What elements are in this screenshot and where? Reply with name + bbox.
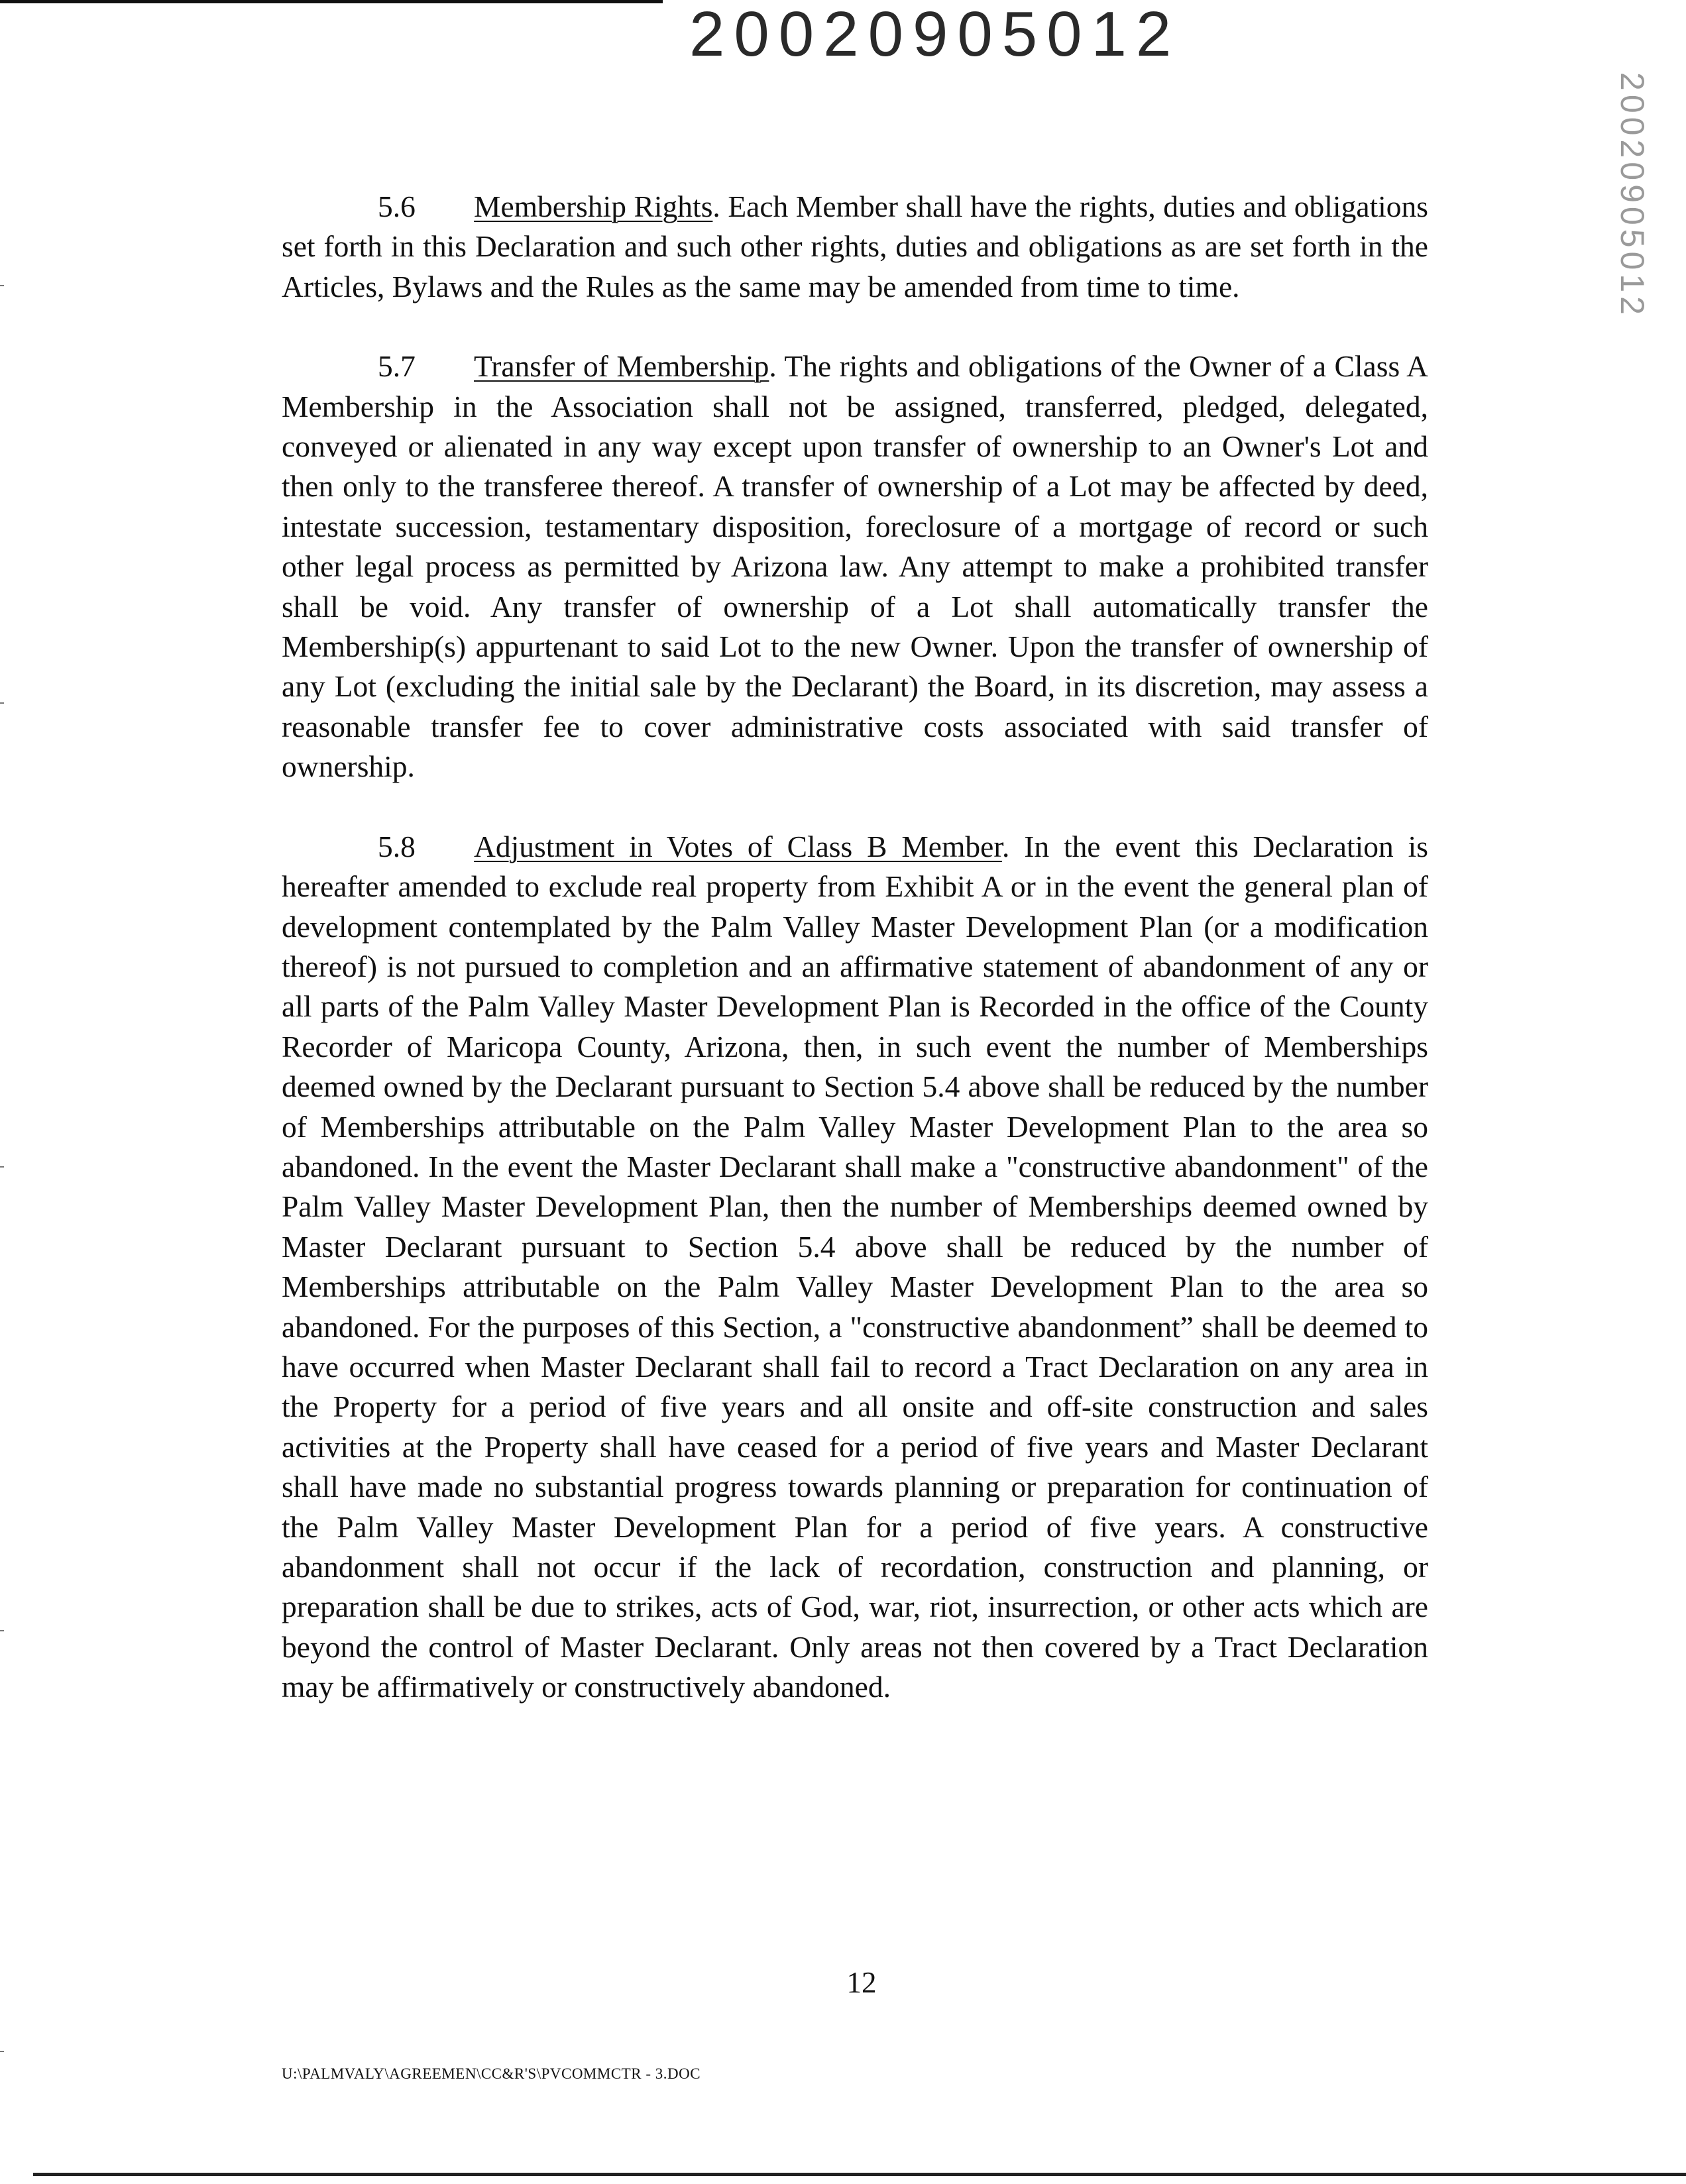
scan-margin-mark: [0, 1166, 4, 1168]
section-number: 5.6: [378, 190, 416, 223]
bottom-scan-rule: [33, 2173, 1686, 2176]
section-title: Membership Rights: [474, 190, 713, 223]
section-5-7: 5.7 Transfer of Membership. The rights and obligations of the Owner of a Class A Membership in the Association shall not be assigned, transferred, pledged, delegated, conveyed or alienated in any way except upon transfer of ownership to an Owner's Lot and then only to the transferee thereof. A transfer of ownership of a Lot may be affected by deed, intestate succession, testamentary disposition, foreclosure of a mortgage of record or such other legal process as permitted by Arizona law. Any attempt to make a prohibited transfer shall be void. Any transfer of ownership of a Lot shall automatically transfer the Membership(s) appurtenant to said Lot to the new Owner. Upon the transfer of ownership of any Lot (excluding the initial sale by the Declarant) the Board, in its discretion, may assess a reasonable transfer fee to cover administrative costs associated with said transfer of ownership.: [282, 347, 1428, 787]
top-scan-rule: [0, 0, 663, 3]
section-5-8: 5.8 Adjustment in Votes of Class B Member. In the event this Declaration is hereafter amended to exclude real property from Exhibit A or in the event the general plan of development contemplated by the Palm Valley Master Development Plan (or a modification thereof) is not pursued to completion and an affirmative statement of abandonment of any or all parts of the Palm Valley Master Development Plan is Recorded in the office of the County Recorder of Maricopa County, Arizona, then, in such event the number of Memberships deemed owned by the Declarant pursuant to Section 5.4 above shall be reduced by the number of Memberships attributable on the Palm Valley Master Development Plan to the area so abandoned. In the event the Master Declarant shall make a "constructive abandonment" of the Palm Valley Master Development Plan, then the number of Memberships deemed owned by Master Declarant pursuant to Section 5.4 above shall be reduced by the number of Memberships attributable on the Palm Valley Master Development Plan to the area so abandoned. For the purposes of this Section, a "constructive abandonment” shall be deemed to have occurred when Master Declarant shall fail to record a Tract Declaration on any area in the Property for a period of five years and all onsite and off-site construction and sales activities at the Property shall have ceased for a period of five years and Master Declarant shall have made no substantial progress towards planning or preparation for continuation of the Palm Valley Master Development Plan for a period of five years. A constructive abandonment shall not occur if the lack of recordation, construction and planning, or preparation shall be due to strikes, acts of God, war, riot, insurrection, or other acts which are beyond the control of Master Declarant. Only areas not then covered by a Tract Declaration may be affirmatively or constructively abandoned.: [282, 827, 1428, 1708]
recording-number-header: 20020905012: [689, 0, 1181, 70]
section-text: In the event this Declaration is hereafter amended to exclude real property from Exhibit A or in the event the general plan of development contemplated by the Palm Valley Master Development Plan (or a modification thereof) is not pursued to completion and an affirmative statement of abandonment of any or all parts of the Palm Valley Master Development Plan is Recorded in the office of the County Recorder of Maricopa County, Arizona, then, in such event the number of Memberships deemed owned by the Declarant pursuant to Section 5.4 above shall be reduced by the number of Memberships attributable on the Palm Valley Master Development Plan to the area so abandoned. In the event the Master Declarant shall make a "constructive abandonment" of the Palm Valley Master Development Plan, then the number of Memberships deemed owned by Master Declarant pursuant to Section 5.4 above shall be reduced by the number of Memberships attributable on the Palm Valley Master Development Plan to the area so abandoned. For the purposes of this Section, a "constructive abandonment” shall be deemed to have occurred when Master Declarant shall fail to record a Tract Declaration on any area in the Property for a period of five years and all onsite and off-site construction and sales activities at the Property shall have ceased for a period of five years and Master Declarant shall have made no substantial progress towards planning or preparation for continuation of the Palm Valley Master Development Plan for a period of five years. A constructive abandonment shall not occur if the lack of recordation, construction and planning, or preparation shall be due to strikes, acts of God, war, riot, insurrection, or other acts which are beyond the control of Master Declarant. Only areas not then covered by a Tract Declaration may be affirmatively or constructively abandoned.: [282, 829, 1428, 1704]
section-number: 5.7: [378, 349, 416, 384]
section-text: Each Member shall have the rights, duties and obligations set forth in this Declaration and such other rights, duties and obligations as are set forth in the Articles, Bylaws and the Rules as the same may be amended from time to time.: [282, 190, 1429, 303]
scan-margin-mark: [0, 2051, 4, 2052]
side-recording-stamp: [1589, 72, 1675, 319]
section-5-6: 5.6 Membership Rights. Each Member shall have the rights, duties and obligations set forth in this Declaration and such other rights, duties and obligations as are set forth in the Articles, Bylaws and the Rules as the same may be amended from time to time.: [282, 187, 1428, 307]
page-number: 12: [846, 1966, 877, 1999]
scan-margin-mark: [0, 285, 4, 286]
footer-file-path: U:\PALMVALY\AGREEMEN\CC&R'S\PVCOMMCTR - 3.DOC: [282, 2065, 701, 2082]
document-body: [282, 187, 1428, 1747]
section-number: 5.8: [378, 829, 416, 863]
side-stamp-text: 20020905012: [1614, 72, 1652, 319]
section-text: The rights and obligations of the Owner of a Class A Membership in the Association shall not be assigned, transferred, pledged, delegated, conveyed or alienated in any way except upon transfer of ownership to an Owner's Lot and then only to the transferee thereof. A transfer of ownership of a Lot may be affected by deed, intestate succession, testamentary disposition, foreclosure of a mortgage of record or such other legal process as permitted by Arizona law. Any attempt to make a prohibited transfer shall be void. Any transfer of ownership of a Lot shall automatically transfer the Membership(s) appurtenant to said Lot to the new Owner. Upon the transfer of ownership of any Lot (excluding the initial sale by the Declarant) the Board, in its discretion, may assess a reasonable transfer fee to cover administrative costs associated with said transfer of ownership.: [282, 349, 1428, 784]
scan-margin-mark: [0, 702, 4, 704]
section-title: Transfer of Membership: [474, 349, 769, 384]
scan-margin-mark: [0, 1630, 4, 1631]
section-title: Adjustment in Votes of Class B Member: [474, 829, 1002, 863]
